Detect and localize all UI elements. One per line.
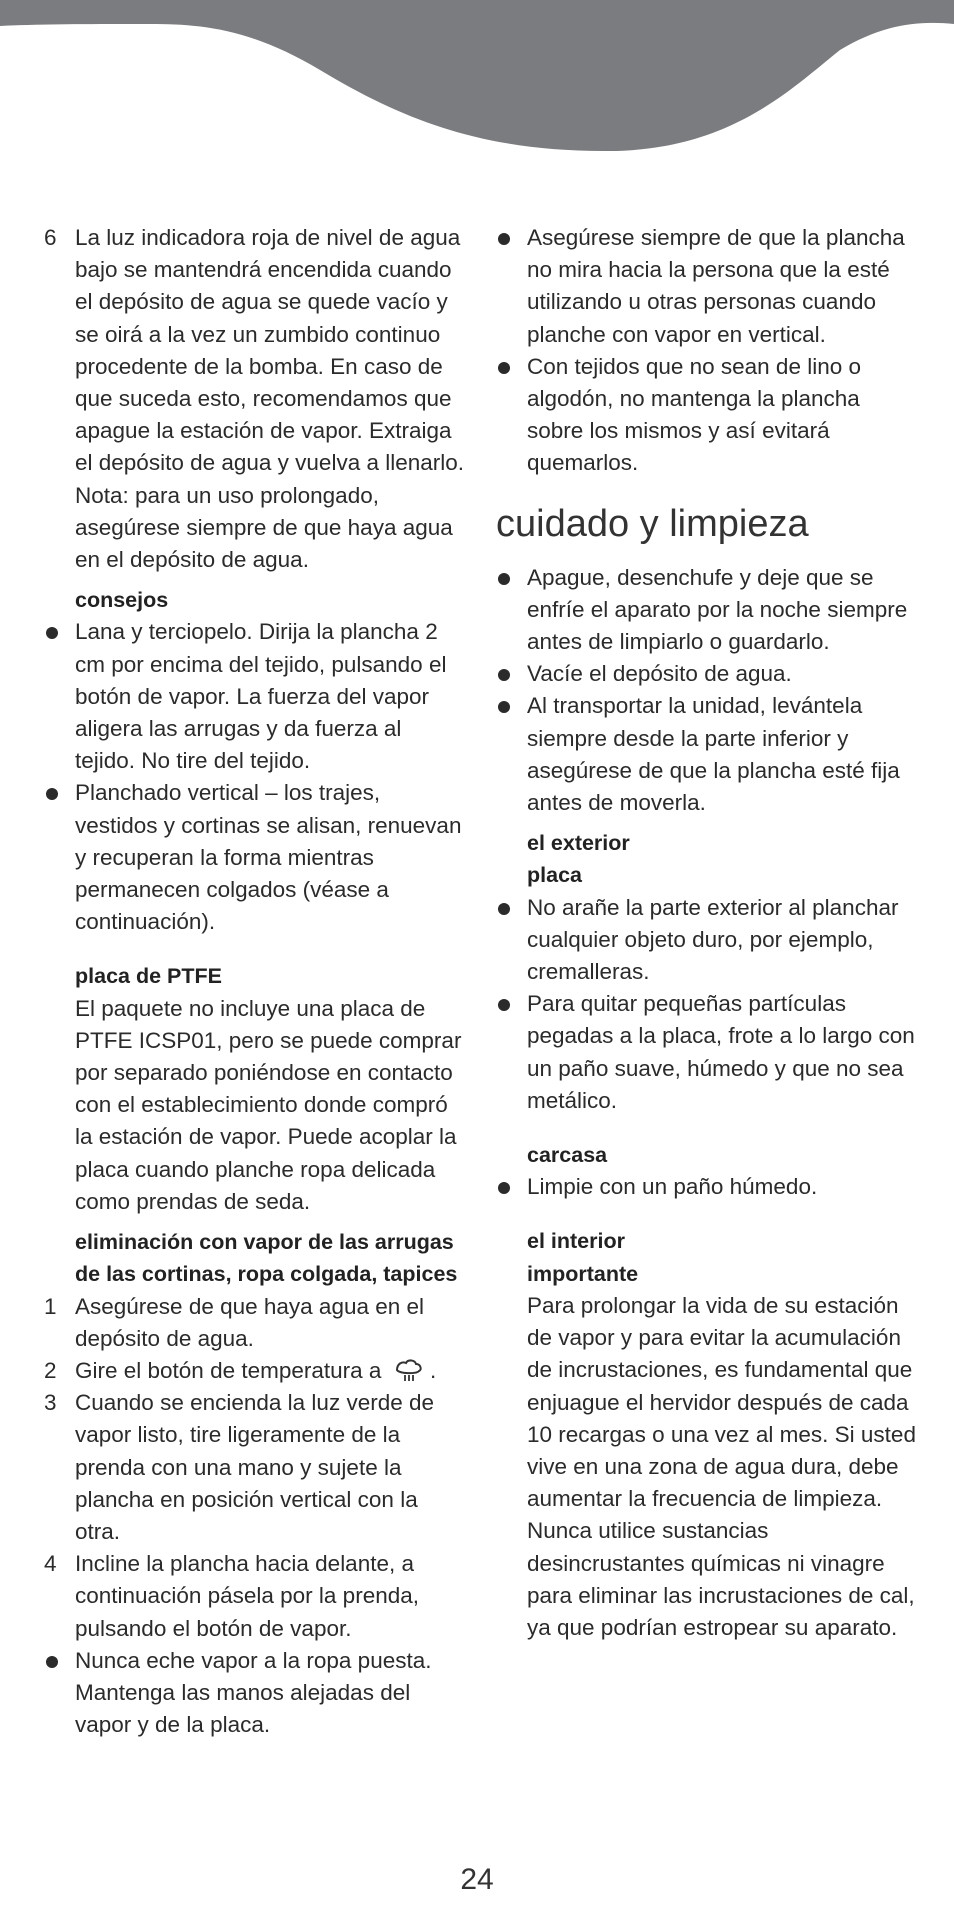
exterior-heading: el exterior [527, 831, 630, 856]
consejo-item: Planchado vertical – los trajes, vestidos y cortinas se alisan, renuevan y recuperan la forma mientras permanecen colgados (véase a continuación). [75, 780, 462, 935]
care-item: Vacíe el depósito de agua. [527, 661, 792, 687]
left-column [44, 222, 464, 1741]
step-1: 1 Asegúrese de que haya agua en el depósito de agua. [44, 1293, 425, 1351]
step-2: 2 Gire el botón de temperatura a . [44, 1357, 437, 1383]
care-item: Apague, desenchufe y deje que se enfríe el aparato por la noche siempre antes de limpiarlo o guardarlo. [527, 564, 908, 655]
consejos-heading: consejos [75, 588, 169, 613]
warning-item: Nunca eche vapor a la ropa puesta. Mantenga las manos alejadas del vapor y de la placa. [75, 1647, 432, 1738]
carcasa-item: Limpie con un paño húmedo. [527, 1174, 818, 1200]
step-4: 4 Incline la plancha hacia delante, a continuación pásela por la prenda, pulsando el botón de vapor. [44, 1551, 419, 1641]
section-title: cuidado y limpieza [496, 502, 809, 545]
right-column [496, 222, 916, 1644]
safety-item: Con tejidos que no sean de lino o algodón, no mantenga la plancha sobre los mismos y así evitará quemarlos. [527, 353, 861, 476]
vapor-heading: eliminación con vapor de las arrugas de las cortinas, ropa colgada, tapices [75, 1230, 458, 1287]
consejo-item: Lana y terciopelo. Dirija la plancha 2 cm por encima del tejido, pulsando el botón de vapor. La fuerza del vapor aligera las arrugas y da fuerza al tejido. No tire del tejido. [75, 619, 447, 774]
step-6: 6 La luz indicadora roja de nivel de agua bajo se mantendrá encendida cuando el depósito de agua se quede vacío y se oirá a la vez un zumbido continuo procedente de la bomba. En caso de que suceda esto, recomendamos que apague la estación de vapor. Extraiga el depósito de agua y vuelva a llenarlo. Nota: para un uso prolongado, asegúrese siempre de que haya agua en el depósito de agua. [44, 225, 465, 573]
steam-setting-icon [394, 1358, 424, 1382]
safety-item: Asegúrese siempre de que la plancha no mira hacia la persona que la esté utilizando u otras personas cuando planche con vapor en vertical. [527, 225, 905, 347]
header-wave [0, 0, 954, 160]
importante-text: Para prolongar la vida de su estación de vapor y para evitar la acumulación de incrustaciones, es fundamental que enjuague el hervidor después de cada 10 recargas o una vez al mes. Si usted vive en una zona de agua dura, debe aumentar la frecuencia de limpieza. Nunca utilice sustancias desincrustantes químicas ni vinagre para eliminar las incrustaciones de cal, ya que podrían estropear su aparato. [527, 1292, 916, 1640]
page-number: 24 [460, 1863, 494, 1896]
ptfe-text: El paquete no incluye una placa de PTFE ICSP01, pero se puede comprar por separado poniéndose en contacto con el establecimiento donde compró la estación de vapor. Puede acoplar la placa cuando planche ropa delicada como prendas de seda. [75, 995, 462, 1214]
importante-heading: importante [527, 1261, 639, 1286]
carcasa-heading: carcasa [527, 1143, 608, 1168]
care-item: Al transportar la unidad, levántela siempre desde la parte inferior y asegúrese de que la plancha esté fija antes de moverla. [527, 693, 900, 816]
placa-item: Para quitar pequeñas partículas pegadas a la placa, frote a lo largo con un paño suave, húmedo y que no sea metálico. [527, 991, 915, 1113]
ptfe-heading: placa de PTFE [75, 964, 222, 989]
placa-item: No arañe la parte exterior al planchar cualquier objeto duro, por ejemplo, cremalleras. [527, 894, 899, 985]
interior-heading: el interior [527, 1229, 625, 1254]
placa-heading: placa [527, 863, 582, 888]
step-3: 3 Cuando se encienda la luz verde de vapor listo, tire ligeramente de la prenda con una mano y sujete la plancha en posición vertical con la otra. [44, 1390, 435, 1544]
